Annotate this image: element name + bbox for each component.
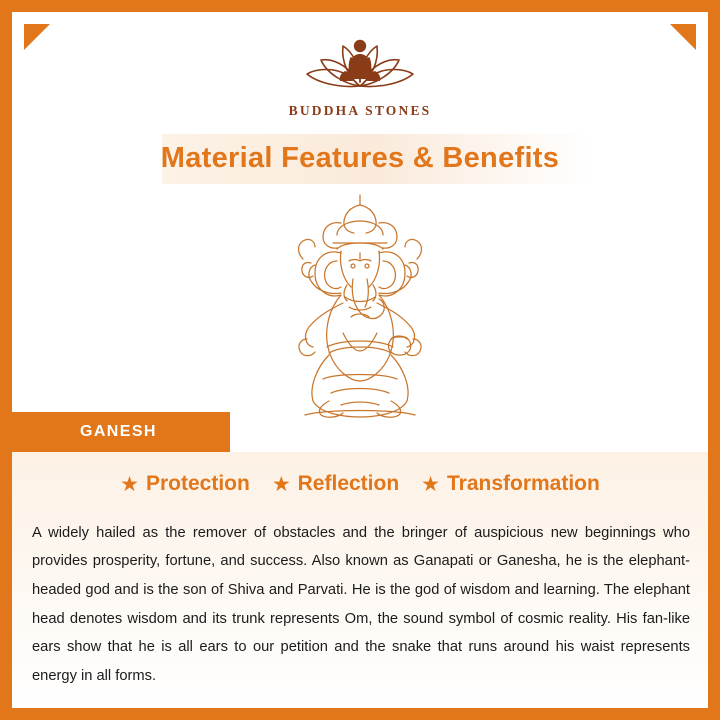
frame-border-bottom — [0, 708, 720, 720]
frame-border-left — [0, 0, 12, 720]
star-icon: ★ — [120, 472, 139, 496]
page-title: Material Features & Benefits — [160, 142, 560, 174]
section-tab-ganesh — [12, 412, 230, 452]
keyword-item — [421, 472, 600, 496]
description-paragraph: A widely hailed as the remover of obstacles and the bringer of auspicious new beginnings who provides prosperity, fortune, and success. Also known as Ganapati or Ganesha, he is the elephant-headed god and is the son of Shiva and Parvati. He is the god of wisdom and learning. The elephant head denotes wisdom and its trunk represents Om, the sound symbol of cosmic reality. His fan-like ears show that he is all ears to our petition and the snake that runs around his waist represents energy in all forms. — [32, 524, 690, 684]
lotus-meditation-icon — [12, 24, 708, 98]
frame-border-right — [708, 0, 720, 720]
ganesh-line-art-illustration — [12, 187, 708, 422]
keyword-label: Transformation — [446, 472, 600, 495]
keyword-row — [12, 472, 708, 496]
brand-name: BUDDHA STONES — [288, 103, 432, 118]
brand-logo — [12, 24, 708, 119]
section-tab-label: GANESH — [80, 423, 157, 440]
star-icon: ★ — [421, 472, 440, 496]
keyword-label: Protection — [145, 472, 250, 495]
hero-illustration — [12, 187, 708, 422]
keyword-label: Reflection — [297, 472, 400, 495]
star-icon: ★ — [271, 472, 291, 496]
keyword-item — [272, 472, 399, 496]
frame-border-top — [0, 0, 720, 12]
keyword-item — [120, 472, 250, 496]
content-canvas — [12, 12, 708, 708]
